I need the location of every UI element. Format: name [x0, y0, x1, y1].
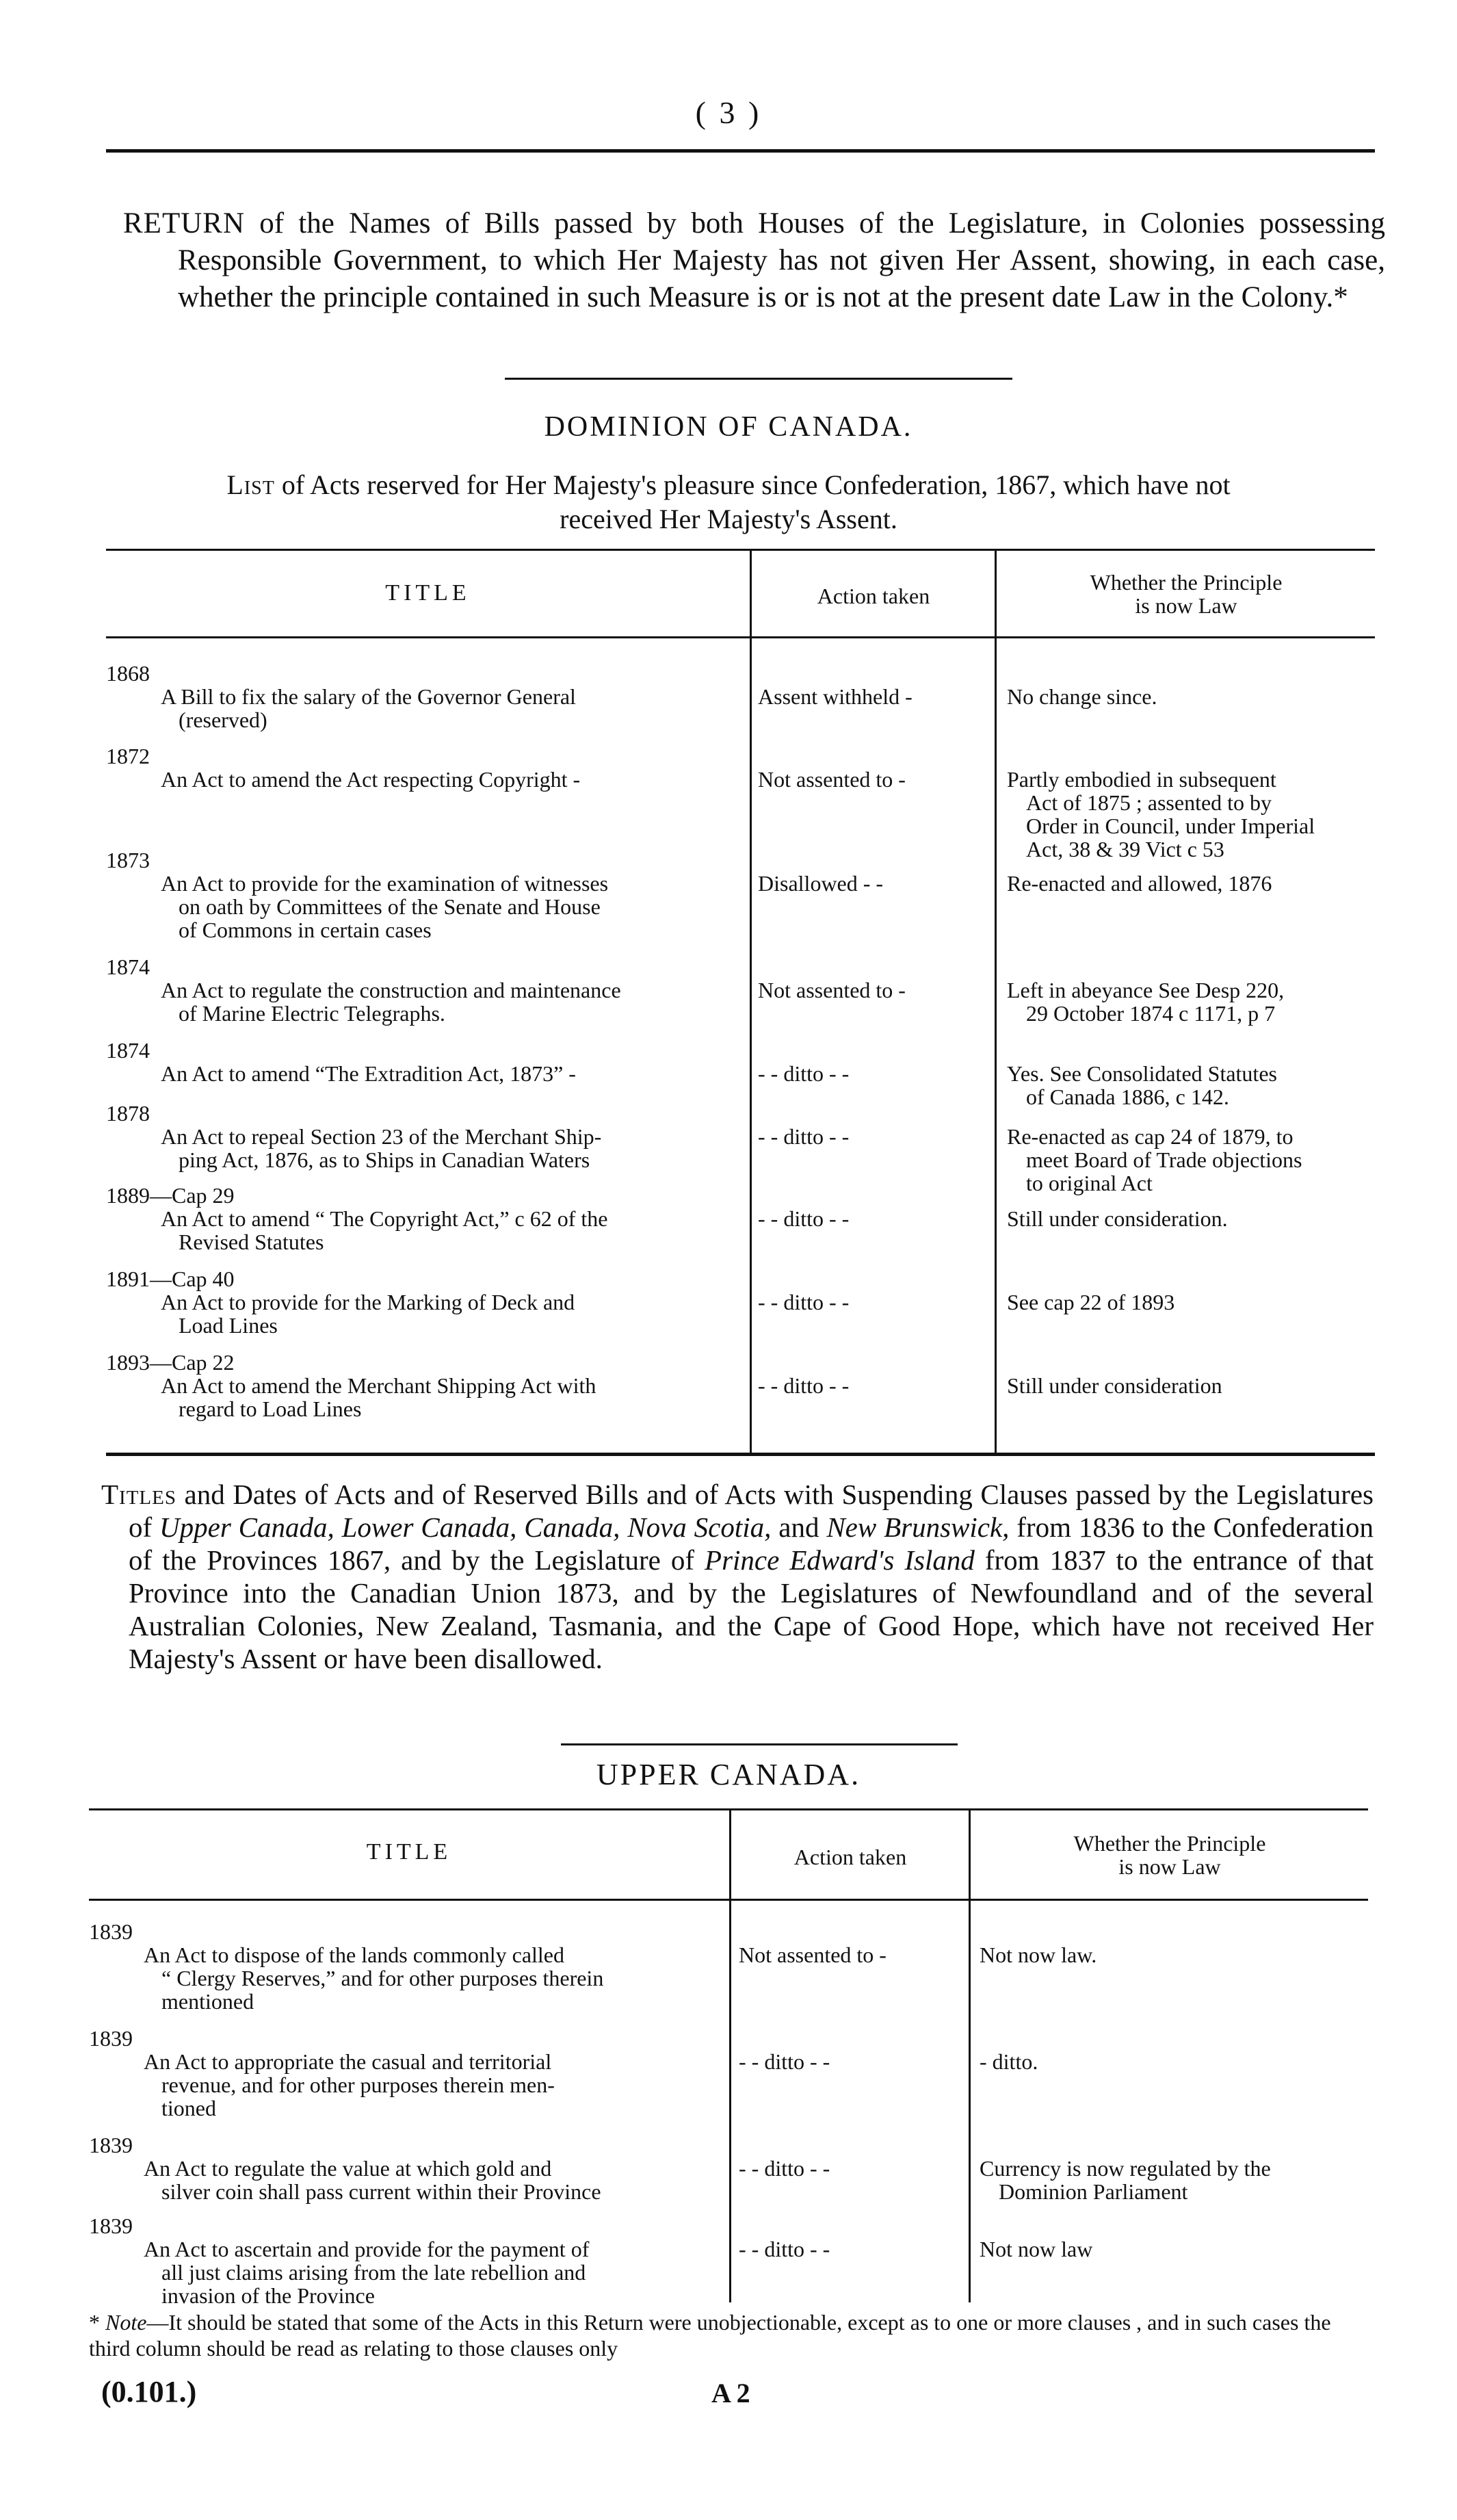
title-line: An Act to provide for the examination of witnesses [161, 871, 609, 896]
row-title [161, 1374, 739, 1420]
row-title [161, 978, 739, 1025]
footnote-text: —It should be stated that some of the Acts in this Return were unobjectionable, except as to one or more clauses , and in such cases the third column should be read as relating to those clauses only [89, 2310, 1331, 2361]
row-action: - - ditto - - [758, 1206, 850, 1231]
signature-mark: A 2 [711, 2378, 750, 2408]
row-law [1007, 768, 1376, 861]
footnote [89, 2309, 1368, 2361]
title-line: An Act to regulate the construction and maintenance [161, 978, 621, 1002]
title-line: An Act to amend “ The Copyright Act,” c 62 of the [161, 1206, 608, 1231]
title-line: ping Act, 1876, as to Ships in Canadian Waters [179, 1147, 590, 1172]
titles-lead: Titles [101, 1479, 176, 1510]
row-law [1007, 1374, 1376, 1397]
title-line: tioned [161, 2096, 216, 2120]
row-year: 1874 [106, 1038, 150, 1063]
titles-rule [561, 1743, 958, 1745]
title-line: An Act to dispose of the lands commonly called [144, 1943, 564, 1967]
document-code: (0.101.) [101, 2375, 197, 2408]
row-year: 1839 [89, 2026, 133, 2051]
header-law-line: Whether the Principle [1090, 570, 1283, 595]
law-line: Yes. See Consolidated Statutes [1007, 1061, 1277, 1086]
province-name: New Brunswick, [826, 1511, 1010, 1543]
header-law-line: is now Law [1135, 593, 1237, 618]
law-line: Not now law [980, 2237, 1093, 2261]
title-line: An Act to appropriate the casual and territorial [144, 2049, 552, 2074]
row-action: - - ditto - - [758, 1290, 850, 1314]
row-law [1007, 1207, 1376, 1230]
law-line: Not now law. [980, 1943, 1097, 1967]
title-line: An Act to provide for the Marking of Deck and [161, 1290, 575, 1314]
row-year: 1839 [89, 1919, 133, 1944]
header-law-line: is now Law [1118, 1854, 1221, 1879]
row-title [144, 2050, 718, 2120]
row-title [144, 2237, 718, 2307]
intro-paragraph [123, 205, 1385, 316]
title-line: “ Clergy Reserves,” and for other purposes therein [161, 1966, 604, 1990]
row-title [161, 872, 739, 941]
row-year: 1872 [106, 744, 150, 768]
row-action: Assent withheld - [758, 684, 913, 709]
row-action: - - ditto - - [758, 1124, 850, 1149]
title-line: An Act to amend “The Extradition Act, 1873” - [161, 1061, 576, 1086]
law-line: Re-enacted and allowed, 1876 [1007, 871, 1272, 896]
title-line: silver coin shall pass current within their Province [161, 2179, 601, 2204]
row-law [1007, 1290, 1376, 1314]
law-line: 29 October 1874 c 1171, p 7 [1026, 1001, 1276, 1026]
table-top-rule [106, 549, 1375, 551]
title-line: invasion of the Province [161, 2283, 375, 2308]
province-name: Upper Canada, [159, 1511, 334, 1543]
law-line: to original Act [1026, 1171, 1153, 1195]
law-line: Still under consideration. [1007, 1206, 1228, 1231]
title-line: mentioned [161, 1989, 254, 2014]
province-name: Canada, [516, 1511, 620, 1543]
header-law [971, 1832, 1368, 1878]
page-number: ( 3 ) [695, 95, 762, 130]
intro-text: of the Names of Bills passed by both Houses of the Legislature, in Colonies possessing Responsible Government, to which Her Majesty has not given Her Assent, showing, in each case, whether the principle contained in such Measure is or is not at the present date Law in the Colony.* [178, 207, 1385, 313]
law-line: Currency is now regulated by the [980, 2156, 1271, 2181]
header-title: TITLE [385, 580, 471, 606]
row-year: 1868 [106, 661, 150, 686]
table-bottom-rule [106, 1453, 1375, 1456]
header-action: Action taken [793, 1845, 907, 1869]
table-header-rule [89, 1899, 1368, 1901]
title-line: on oath by Committees of the Senate and House [179, 894, 601, 919]
title-line: An Act to ascertain and provide for the payment of [144, 2237, 590, 2261]
row-action: - - ditto - - [758, 1373, 850, 1398]
title-line: An Act to repeal Section 23 of the Merchant Ship- [161, 1124, 602, 1149]
law-line: Order in Council, under Imperial [1026, 814, 1315, 838]
law-line: of Canada 1886, c 142. [1026, 1084, 1229, 1109]
title-line: regard to Load Lines [179, 1397, 362, 1421]
row-law [980, 2157, 1363, 2203]
footnote-mark: * [89, 2310, 105, 2335]
table-header-rule [106, 636, 1375, 638]
title-line: (reserved) [179, 707, 267, 732]
row-title [161, 1125, 739, 1171]
title-line: An Act to amend the Act respecting Copyright - [161, 767, 581, 792]
titles-paragraph [101, 1478, 1374, 1675]
row-action: - - ditto - - [739, 2156, 830, 2181]
row-year: 1839 [89, 2133, 133, 2157]
row-law [1007, 685, 1376, 708]
row-law [980, 2050, 1363, 2073]
law-line: Act, 38 & 39 Vict c 53 [1026, 837, 1224, 861]
header-law [997, 571, 1375, 617]
column-divider [729, 1808, 731, 2302]
intro-lead: RETURN [123, 207, 245, 239]
list-heading [205, 468, 1252, 536]
header-action: Action taken [817, 584, 930, 608]
title-line: revenue, and for other purposes therein men- [161, 2073, 555, 2097]
title-line: of Commons in certain cases [179, 918, 432, 942]
dominion-heading: DOMINION OF CANADA. [544, 411, 913, 443]
row-year: 1889—Cap 29 [106, 1183, 235, 1208]
province-name: Prince Edward's Island [705, 1544, 975, 1576]
title-line: Load Lines [179, 1313, 278, 1338]
table-top-rule [89, 1808, 1368, 1810]
row-law [1007, 872, 1376, 895]
law-line: meet Board of Trade objections [1026, 1147, 1302, 1172]
law-line: Still under consideration [1007, 1373, 1222, 1398]
titles-text: from 1836 to the Confederation of the Provinces 1867, and by the Legislature of [129, 1511, 1374, 1576]
row-action: Not assented to - [739, 1943, 887, 1967]
row-title [161, 685, 739, 731]
row-title [161, 1290, 739, 1337]
row-title [144, 1943, 718, 2013]
row-year: 1893—Cap 22 [106, 1350, 235, 1375]
footnote-label: Note [105, 2310, 147, 2335]
law-line: See cap 22 of 1893 [1007, 1290, 1175, 1314]
row-action: Not assented to - [758, 978, 906, 1002]
law-line: Re-enacted as cap 24 of 1879, to [1007, 1124, 1294, 1149]
list-lead: List [226, 469, 275, 500]
row-year: 1839 [89, 2213, 133, 2238]
title-line: An Act to regulate the value at which gold and [144, 2156, 552, 2181]
intro-rule [505, 378, 1012, 380]
title-line: all just claims arising from the late rebellion and [161, 2260, 586, 2285]
title-line: A Bill to fix the salary of the Governor General [161, 684, 576, 709]
row-action: - - ditto - - [739, 2049, 830, 2074]
titles-text: and Dates of Acts and of Reserved Bills and of Acts with Suspending Clauses passed by the Legislatures of [129, 1479, 1374, 1543]
law-line: Act of 1875 ; assented to by [1026, 790, 1272, 815]
row-action: - - ditto - - [758, 1061, 850, 1086]
row-year: 1873 [106, 848, 150, 872]
row-title [161, 1207, 739, 1253]
row-law [980, 2237, 1363, 2261]
title-line: An Act to amend the Merchant Shipping Act with [161, 1373, 596, 1398]
law-line: No change since. [1007, 684, 1157, 709]
row-year: 1891—Cap 40 [106, 1267, 235, 1291]
law-line: Left in abeyance See Desp 220, [1007, 978, 1285, 1002]
header-rule [106, 149, 1375, 153]
law-line: Partly embodied in subsequent [1007, 767, 1276, 792]
column-divider [750, 549, 752, 1453]
row-law [1007, 1125, 1376, 1195]
row-action: - - ditto - - [739, 2237, 830, 2261]
row-year: 1878 [106, 1101, 150, 1126]
row-title [144, 2157, 718, 2203]
header-law-line: Whether the Principle [1073, 1831, 1266, 1856]
row-action: Not assented to - [758, 767, 906, 792]
law-line: - ditto. [980, 2049, 1038, 2074]
province-name: Nova Scotia, [620, 1511, 772, 1543]
row-law [1007, 978, 1376, 1025]
row-year: 1874 [106, 954, 150, 979]
row-title [161, 768, 739, 791]
column-divider [969, 1808, 971, 2302]
upper-canada-heading: UPPER CANADA. [596, 1758, 861, 1791]
row-law [1007, 1062, 1376, 1108]
law-line: Dominion Parliament [999, 2179, 1188, 2204]
row-law [980, 1943, 1363, 1966]
list-text: of Acts reserved for Her Majesty's pleasure since Confederation, 1867, which have not received Her Majesty's Assent. [274, 469, 1231, 534]
column-divider [995, 549, 997, 1453]
titles-text: from 1837 to the entrance of that Province into the Canadian Union 1873, and by the Legislatures of Newfoundland and of the several Australian Colonies, New Zealand, Tasmania, and the Cape of Good Hope, which have not received Her Majesty's Assent or have been disallowed. [129, 1544, 1374, 1674]
titles-text: and [771, 1511, 827, 1543]
title-line: Revised Statutes [179, 1230, 324, 1254]
title-line: of Marine Electric Telegraphs. [179, 1001, 445, 1026]
row-action: Disallowed - - [758, 871, 884, 896]
row-title [161, 1062, 739, 1085]
province-name: Lower Canada, [334, 1511, 517, 1543]
header-title: TITLE [366, 1839, 452, 1865]
